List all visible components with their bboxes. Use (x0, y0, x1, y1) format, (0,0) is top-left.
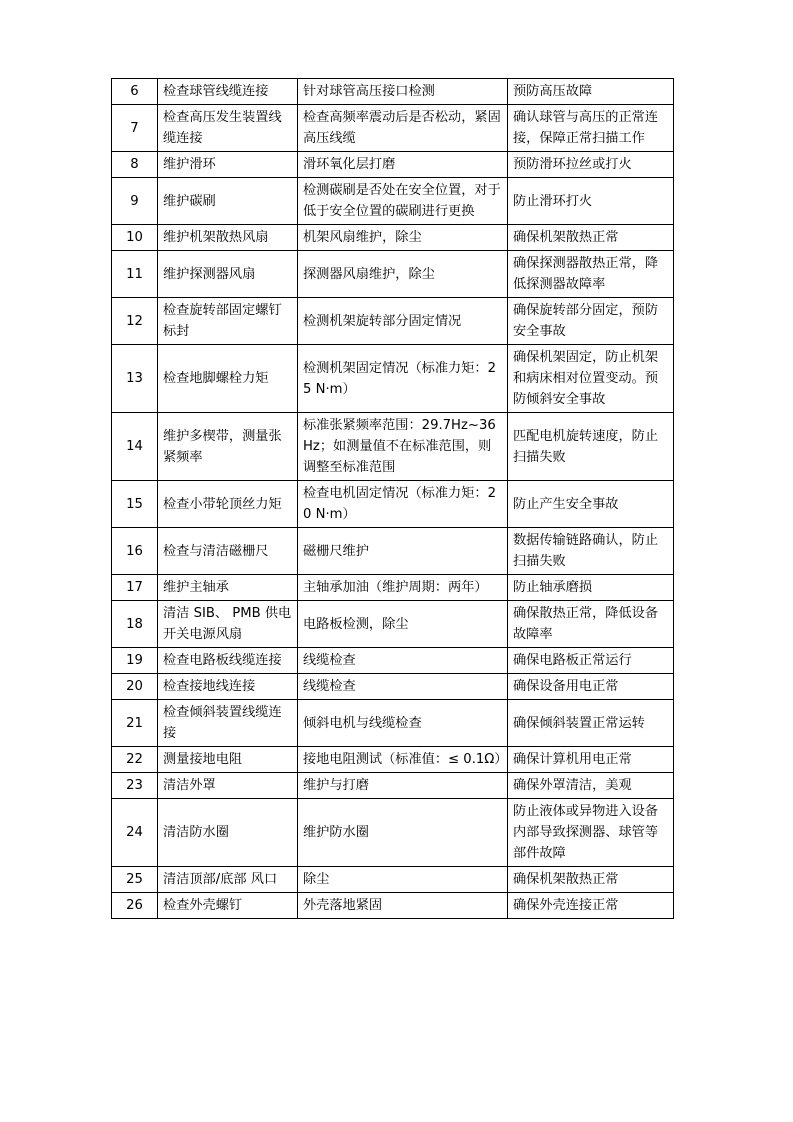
row-number: 7 (112, 105, 158, 152)
table-row (112, 601, 674, 648)
maintenance-content: 外壳落地紧固 (298, 893, 508, 919)
maintenance-item: 测量接地电阻 (158, 747, 298, 773)
maintenance-table-body (112, 79, 674, 919)
table-row (112, 225, 674, 251)
maintenance-content: 检测碳刷是否处在安全位置，对于低于安全位置的碳刷进行更换 (298, 178, 508, 225)
maintenance-purpose: 确保旋转部分固定，预防安全事故 (508, 298, 674, 345)
maintenance-content: 检测机架旋转部分固定情况 (298, 298, 508, 345)
row-number: 15 (112, 481, 158, 528)
maintenance-content: 检查高频率震动后是否松动，紧固高压线缆 (298, 105, 508, 152)
table-row (112, 528, 674, 575)
maintenance-item: 维护滑环 (158, 152, 298, 178)
row-number: 18 (112, 601, 158, 648)
maintenance-content: 检测机架固定情况（标准力矩：25 N·m） (298, 345, 508, 413)
maintenance-item: 清洁防水圈 (158, 799, 298, 867)
row-number: 10 (112, 225, 158, 251)
row-number: 23 (112, 773, 158, 799)
maintenance-item: 检查倾斜装置线缆连接 (158, 700, 298, 747)
table-row (112, 747, 674, 773)
table-row (112, 799, 674, 867)
table-row (112, 481, 674, 528)
maintenance-purpose: 确保电路板正常运行 (508, 648, 674, 674)
row-number: 11 (112, 251, 158, 298)
maintenance-purpose: 确保倾斜装置正常运转 (508, 700, 674, 747)
row-number: 16 (112, 528, 158, 575)
table-row (112, 105, 674, 152)
maintenance-purpose: 确保外罩清洁，美观 (508, 773, 674, 799)
maintenance-content: 维护与打磨 (298, 773, 508, 799)
maintenance-content: 除尘 (298, 867, 508, 893)
maintenance-item: 检查高压发生装置线缆连接 (158, 105, 298, 152)
table-row (112, 178, 674, 225)
maintenance-item: 检查接地线连接 (158, 674, 298, 700)
document-page (111, 78, 673, 919)
row-number: 8 (112, 152, 158, 178)
maintenance-purpose: 确保设备用电正常 (508, 674, 674, 700)
maintenance-item: 检查电路板线缆连接 (158, 648, 298, 674)
maintenance-content: 机架风扇维护，除尘 (298, 225, 508, 251)
maintenance-purpose: 防止产生安全事故 (508, 481, 674, 528)
maintenance-content: 磁栅尺维护 (298, 528, 508, 575)
maintenance-content: 探测器风扇维护，除尘 (298, 251, 508, 298)
maintenance-purpose: 确保机架散热正常 (508, 867, 674, 893)
row-number: 26 (112, 893, 158, 919)
maintenance-purpose: 预防高压故障 (508, 79, 674, 105)
table-row (112, 575, 674, 601)
maintenance-item: 检查与清洁磁栅尺 (158, 528, 298, 575)
maintenance-item: 清洁顶部/底部 风口 (158, 867, 298, 893)
table-row (112, 773, 674, 799)
row-number: 22 (112, 747, 158, 773)
row-number: 17 (112, 575, 158, 601)
maintenance-content: 线缆检查 (298, 674, 508, 700)
maintenance-purpose: 确保计算机用电正常 (508, 747, 674, 773)
maintenance-content: 标准张紧频率范围：29.7Hz~36Hz；如测量值不在标准范围，则调整至标准范围 (298, 413, 508, 481)
maintenance-content: 主轴承加油（维护周期：两年） (298, 575, 508, 601)
table-row (112, 893, 674, 919)
maintenance-content: 电路板检测，除尘 (298, 601, 508, 648)
maintenance-purpose: 匹配电机旋转速度，防止扫描失败 (508, 413, 674, 481)
row-number: 9 (112, 178, 158, 225)
row-number: 14 (112, 413, 158, 481)
table-row (112, 79, 674, 105)
maintenance-purpose: 防止轴承磨损 (508, 575, 674, 601)
row-number: 13 (112, 345, 158, 413)
maintenance-item: 维护探测器风扇 (158, 251, 298, 298)
table-row (112, 700, 674, 747)
table-row (112, 298, 674, 345)
maintenance-purpose: 确保机架散热正常 (508, 225, 674, 251)
table-row (112, 251, 674, 298)
maintenance-item: 清洁外罩 (158, 773, 298, 799)
maintenance-purpose: 确保外壳连接正常 (508, 893, 674, 919)
maintenance-item: 维护多楔带，测量张紧频率 (158, 413, 298, 481)
maintenance-content: 针对球管高压接口检测 (298, 79, 508, 105)
maintenance-table (111, 78, 674, 919)
maintenance-item: 维护主轴承 (158, 575, 298, 601)
maintenance-content: 维护防水圈 (298, 799, 508, 867)
maintenance-purpose: 数据传输链路确认，防止扫描失败 (508, 528, 674, 575)
maintenance-item: 检查地脚螺栓力矩 (158, 345, 298, 413)
table-row (112, 867, 674, 893)
table-row (112, 413, 674, 481)
maintenance-purpose: 确保机架固定，防止机架和病床相对位置变动。预防倾斜安全事故 (508, 345, 674, 413)
maintenance-content: 滑环氧化层打磨 (298, 152, 508, 178)
row-number: 25 (112, 867, 158, 893)
maintenance-item: 维护机架散热风扇 (158, 225, 298, 251)
row-number: 6 (112, 79, 158, 105)
row-number: 24 (112, 799, 158, 867)
table-row (112, 345, 674, 413)
row-number: 21 (112, 700, 158, 747)
maintenance-item: 检查旋转部固定螺钉标封 (158, 298, 298, 345)
maintenance-item: 清洁 SIB、 PMB 供电开关电源风扇 (158, 601, 298, 648)
maintenance-content: 接地电阻测试（标准值：≤ 0.1Ω） (298, 747, 508, 773)
maintenance-content: 倾斜电机与线缆检查 (298, 700, 508, 747)
table-row (112, 674, 674, 700)
maintenance-item: 检查外壳螺钉 (158, 893, 298, 919)
maintenance-purpose: 预防滑环拉丝或打火 (508, 152, 674, 178)
row-number: 20 (112, 674, 158, 700)
row-number: 19 (112, 648, 158, 674)
maintenance-item: 维护碳刷 (158, 178, 298, 225)
maintenance-item: 检查球管线缆连接 (158, 79, 298, 105)
maintenance-item: 检查小带轮顶丝力矩 (158, 481, 298, 528)
maintenance-purpose: 确认球管与高压的正常连接，保障正常扫描工作 (508, 105, 674, 152)
table-row (112, 648, 674, 674)
maintenance-purpose: 防止滑环打火 (508, 178, 674, 225)
maintenance-purpose: 防止液体或异物进入设备内部导致探测器、球管等部件故障 (508, 799, 674, 867)
row-number: 12 (112, 298, 158, 345)
maintenance-purpose: 确保探测器散热正常，降低探测器故障率 (508, 251, 674, 298)
table-row (112, 152, 674, 178)
maintenance-content: 线缆检查 (298, 648, 508, 674)
maintenance-purpose: 确保散热正常，降低设备故障率 (508, 601, 674, 648)
maintenance-content: 检查电机固定情况（标准力矩：20 N·m） (298, 481, 508, 528)
